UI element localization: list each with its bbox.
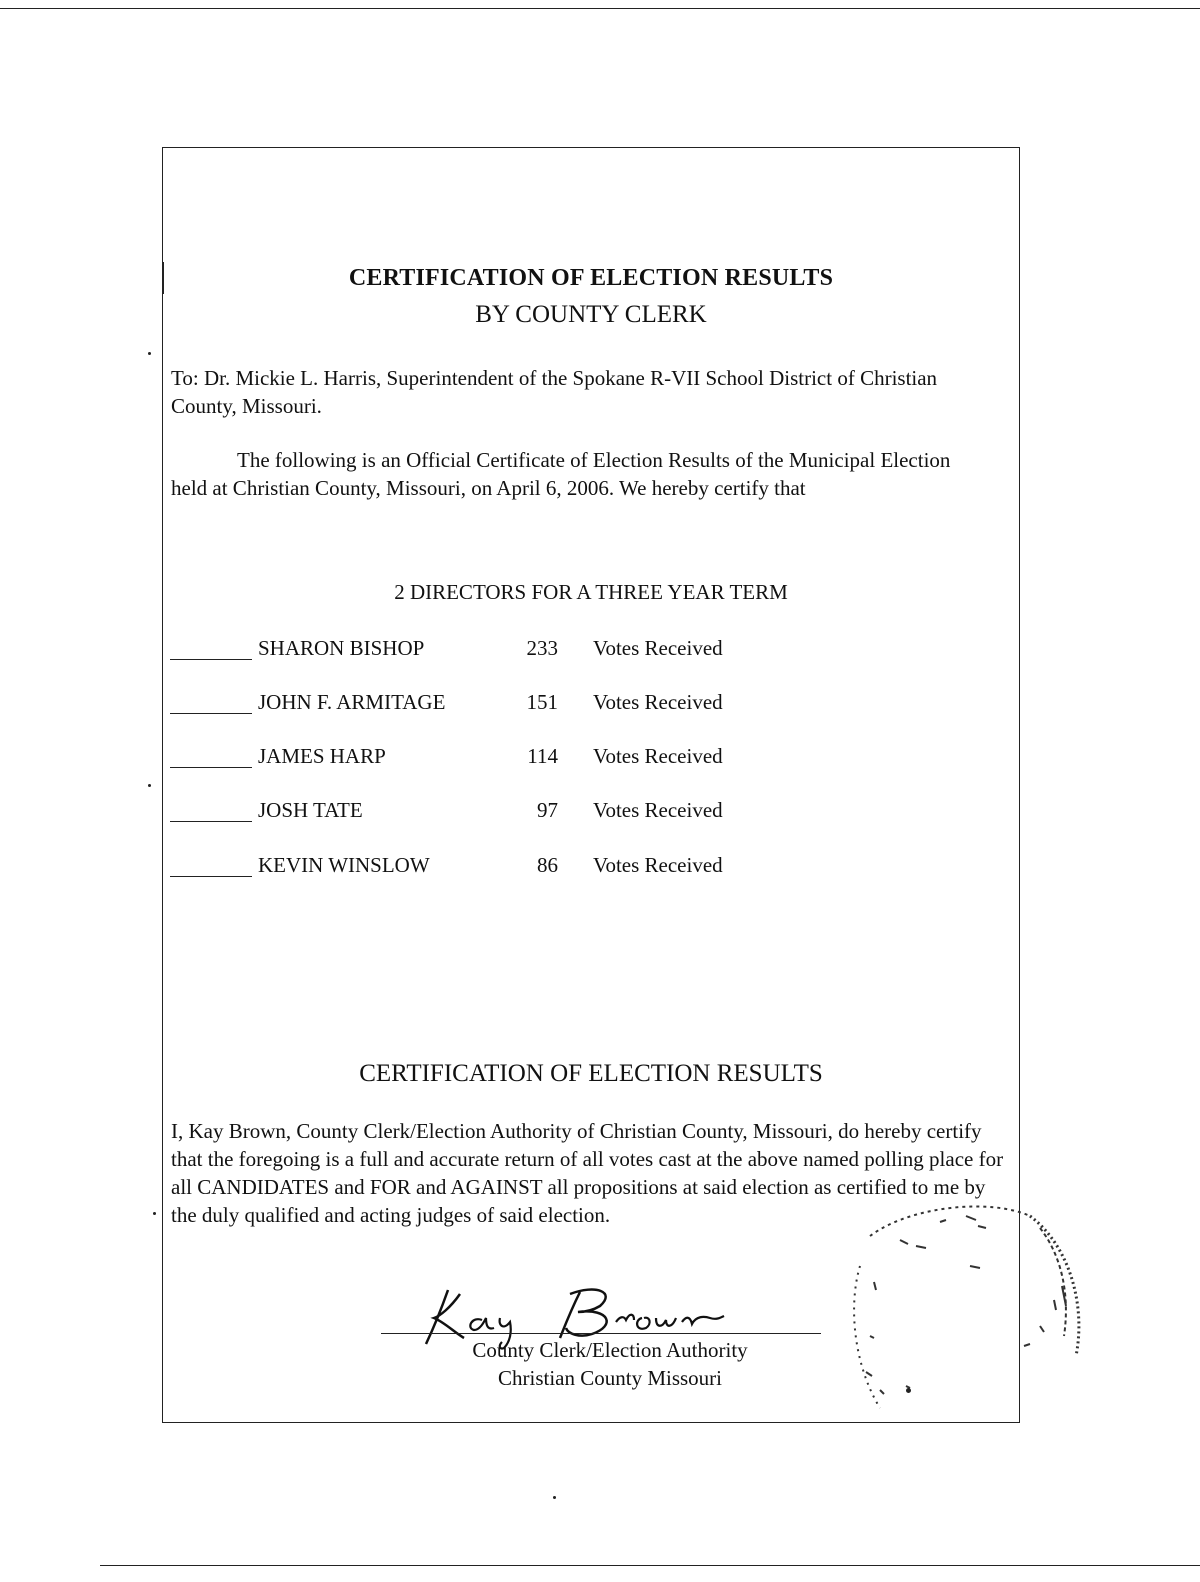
- candidate-row: [170, 636, 790, 666]
- candidate-name: JOSH TATE: [258, 798, 363, 822]
- scan-speck: [553, 1496, 556, 1499]
- vote-count: 86: [537, 853, 558, 877]
- votes-label: Votes Received: [593, 798, 723, 822]
- candidate-name: SHARON BISHOP: [258, 636, 425, 660]
- signer-title-line2: Christian County Missouri: [497, 1366, 723, 1390]
- county-seal-impression: [840, 1196, 1100, 1426]
- candidate-row: [170, 690, 790, 720]
- scan-speck: [148, 352, 151, 355]
- candidate-row: [170, 853, 790, 883]
- intro-paragraph: [171, 446, 991, 502]
- check-blank: [170, 713, 252, 714]
- candidate-name: KEVIN WINSLOW: [258, 853, 430, 877]
- votes-label: Votes Received: [593, 853, 723, 877]
- scan-edge-top: [0, 8, 1200, 9]
- candidate-name: JOHN F. ARMITAGE: [258, 690, 446, 714]
- vote-count: 233: [526, 636, 558, 660]
- signature-line: [381, 1333, 821, 1334]
- certification-heading: CERTIFICATION OF ELECTION RESULTS: [359, 1060, 823, 1087]
- scan-speck: [148, 784, 151, 787]
- votes-label: Votes Received: [593, 690, 723, 714]
- check-blank: [170, 821, 252, 822]
- signer-title-line1: County Clerk/Election Authority: [472, 1338, 748, 1362]
- check-blank: [170, 767, 252, 768]
- addressee-line: To: Dr. Mickie L. Harris, Superintendent of the Spokane R-VII School District of Christian County, Missouri.: [171, 366, 938, 418]
- check-blank: [170, 876, 252, 877]
- candidate-name: JAMES HARP: [258, 744, 386, 768]
- document-title: CERTIFICATION OF ELECTION RESULTS: [348, 265, 834, 291]
- check-blank: [170, 659, 252, 660]
- scan-edge-bottom: [100, 1565, 1200, 1566]
- vote-count: 114: [527, 744, 558, 768]
- signer-title: [440, 1336, 780, 1392]
- vote-count: 97: [537, 798, 558, 822]
- contest-heading: 2 DIRECTORS FOR A THREE YEAR TERM: [394, 580, 788, 604]
- certification-paragraph: I, Kay Brown, County Clerk/Election Authority of Christian County, Missouri, do hereby certify that the foregoing is a full and accurate return of all votes cast at the above named polling place for all CANDIDATES and FOR and AGAINST all propositions at said election as certified to me by the duly qualified and acting judges of said election.: [171, 1119, 1004, 1227]
- candidate-row: [170, 744, 790, 774]
- candidate-row: [170, 798, 790, 828]
- votes-label: Votes Received: [593, 744, 723, 768]
- document-subtitle: BY COUNTY CLERK: [475, 301, 707, 328]
- intro-text: The following is an Official Certificate of Election Results of the Municipal Election held at Christian County, Missouri, on April 6, 2006. We hereby certify that: [171, 448, 951, 500]
- scan-speck: [906, 1388, 911, 1393]
- vote-count: 151: [526, 690, 558, 714]
- votes-label: Votes Received: [593, 636, 723, 660]
- scan-speck: [153, 1212, 156, 1215]
